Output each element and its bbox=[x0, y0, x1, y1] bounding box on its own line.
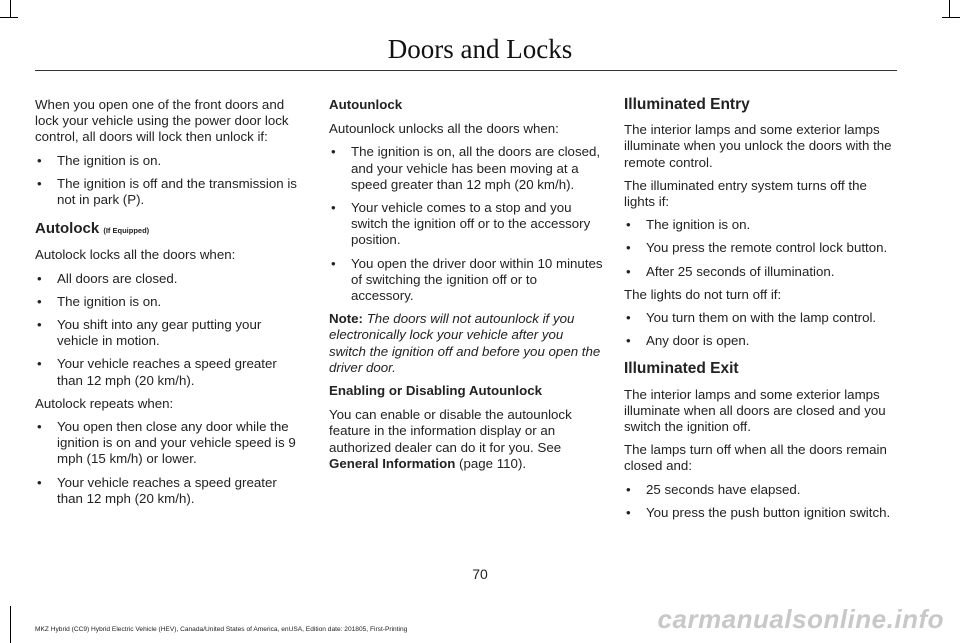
entry-not-off-paragraph: The lights do not turn off if: bbox=[624, 286, 782, 302]
note-label: Note: bbox=[329, 311, 363, 327]
column-right bbox=[624, 97, 898, 528]
list-item: • 25 seconds have elapsed. bbox=[624, 482, 898, 498]
crop-mark bbox=[942, 17, 960, 18]
column-left bbox=[35, 97, 303, 514]
page-number: 70 bbox=[472, 566, 488, 582]
exit-off-paragraph: The lamps turn off when all the doors remain closed and: bbox=[624, 442, 887, 474]
list-item: • After 25 seconds of illumination. bbox=[624, 264, 898, 280]
list-item: • The ignition is off and the transmission is not in park (P). bbox=[35, 176, 303, 208]
header-divider bbox=[35, 70, 897, 71]
column-middle bbox=[329, 97, 603, 479]
entry-paragraph: The interior lamps and some exterior lamps illuminate when you unlock the doors with the remote control. bbox=[624, 122, 892, 170]
list-item: • You press the remote control lock button. bbox=[624, 240, 898, 256]
list-item: • You open the driver door within 10 minutes of switching the ignition off or to accessory. bbox=[329, 256, 603, 305]
list-item: • The ignition is on. bbox=[35, 153, 303, 169]
crop-mark bbox=[949, 0, 950, 18]
xref-page: (page 110). bbox=[459, 455, 527, 471]
autolock-heading bbox=[35, 221, 303, 239]
crop-mark bbox=[0, 17, 18, 18]
list-item: • The ignition is on. bbox=[624, 217, 898, 233]
enable-paragraph bbox=[329, 407, 603, 472]
list-item: • Your vehicle reaches a speed greater than 12 mph (20 km/h). bbox=[35, 475, 303, 507]
intro-list bbox=[35, 153, 303, 209]
autounlock-heading: Autounlock bbox=[329, 97, 403, 112]
autolock-list bbox=[35, 271, 303, 389]
list-item: • You turn them on with the lamp control. bbox=[624, 310, 898, 326]
enable-text: You can enable or disable the autounlock feature in the information display or an authorized dealer can do it for you. See bbox=[329, 407, 572, 455]
entry-not-off-list bbox=[624, 310, 898, 349]
watermark-logo: carmanualsonline.info bbox=[657, 604, 944, 634]
list-item: • Any door is open. bbox=[624, 333, 898, 349]
if-equipped-label: (If Equipped) bbox=[103, 226, 150, 236]
exit-off-list bbox=[624, 482, 898, 521]
list-item: • All doors are closed. bbox=[35, 271, 303, 287]
autounlock-intro: Autounlock unlocks all the doors when: bbox=[329, 121, 559, 137]
list-item: • Your vehicle reaches a speed greater than 12 mph (20 km/h). bbox=[35, 356, 303, 388]
note-paragraph bbox=[329, 311, 603, 376]
footer-text: MKZ Hybrid (CC9) Hybrid Electric Vehicle (HEV), Canada/United States of America, enUSA, Edition date: 201805, First-Printing bbox=[35, 626, 408, 633]
enable-heading: Enabling or Disabling Autounlock bbox=[329, 383, 542, 399]
illuminated-exit-heading: Illuminated Exit bbox=[624, 360, 739, 378]
list-item: • The ignition is on, all the doors are closed, and your vehicle has been moving at a speed greater than 12 mph (20 km/h). bbox=[329, 144, 603, 193]
list-item: • You open then close any door while the ignition is on and your vehicle speed is 9 mph (15 km/h) or lower. bbox=[35, 419, 303, 468]
exit-paragraph: The interior lamps and some exterior lamps illuminate when all doors are closed and you switch the ignition off. bbox=[624, 386, 886, 435]
list-item: • You press the push button ignition switch. bbox=[624, 505, 898, 521]
illuminated-entry-heading: Illuminated Entry bbox=[624, 96, 750, 113]
crop-mark bbox=[10, 0, 11, 18]
note-text: The doors will not autounlock if you electronically lock your vehicle after you switch the ignition off and before you open the driver door. bbox=[329, 311, 601, 375]
list-item: • Your vehicle comes to a stop and you switch the ignition off or to the accessory position. bbox=[329, 200, 603, 249]
entry-off-list bbox=[624, 217, 898, 280]
autolock-repeats-paragraph: Autolock repeats when: bbox=[35, 395, 174, 411]
list-item: • You shift into any gear putting your vehicle in motion. bbox=[35, 317, 303, 349]
page-title: Doors and Locks bbox=[387, 34, 573, 64]
crop-mark bbox=[10, 606, 11, 643]
autolock-locks-paragraph: Autolock locks all the doors when: bbox=[35, 247, 236, 263]
autounlock-list bbox=[329, 144, 603, 304]
list-item: • The ignition is on. bbox=[35, 294, 303, 310]
repeat-list bbox=[35, 419, 303, 507]
intro-paragraph: When you open one of the front doors and lock your vehicle using the power door lock control, all doors will lock then unlock if: bbox=[35, 97, 289, 145]
autolock-heading-text: Autolock bbox=[35, 220, 100, 238]
entry-off-paragraph: The illuminated entry system turns off the lights if: bbox=[624, 177, 867, 210]
general-information-link[interactable]: General Information bbox=[329, 455, 456, 471]
